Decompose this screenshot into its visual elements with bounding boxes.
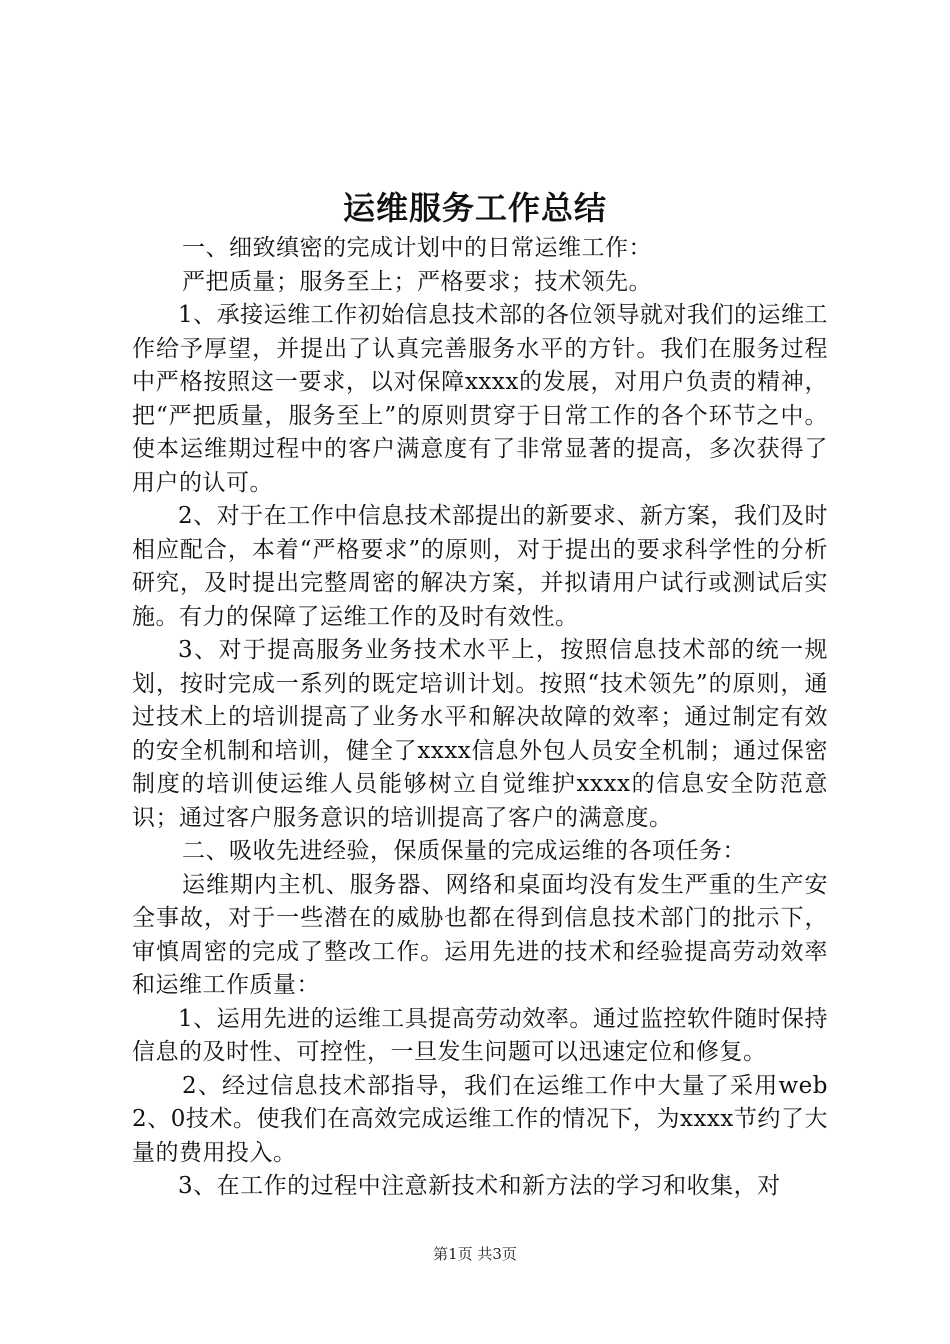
document-body (132, 232, 828, 1204)
document-title: 运维服务工作总结 (342, 189, 607, 227)
page-number-footer: 第1页 共3页 (433, 1245, 517, 1263)
section-heading: 二、吸收先进经验，保质保量的完成运维的各项任务： (182, 838, 746, 864)
paragraph: 1、运用先进的运维工具提高劳动效率。通过监控软件随时保持信息的及时性、可控性，一旦发生问题可以迅速定位和修复。 (132, 1005, 828, 1065)
paragraph: 3、在工作的过程中注意新技术和新方法的学习和收集，对 (178, 1173, 781, 1199)
paragraph: 3、对于提高服务业务技术水平上，按照信息技术部的统一规划，按时完成一系列的既定培训计划。按照“技术领先”的原则，通过技术上的培训提高了业务水平和解决故障的效率；通过制定有效的安全机制和培训，健全了xxxx信息外包人员安全机制；通过保密制度的培训使运维人员能够树立自觉维护xxxx的信息安全防范意识；通过客户服务意识的培训提高了客户的满意度。 (132, 637, 828, 831)
paragraph: 1、承接运维工作初始信息技术部的各位领导就对我们的运维工作给予厚望，并提出了认真完善服务水平的方针。我们在服务过程中严格按照这一要求，以对保障xxxx的发展，对用户负责的精神，把“严把质量，服务至上”的原则贯穿于日常工作的各个环节之中。使本运维期过程中的客户满意度有了非常显著的提高，多次获得了用户的认可。 (132, 302, 828, 496)
paragraph: 运维期内主机、服务器、网络和桌面均没有发生严重的生产安全事故，对于一些潜在的威胁也都在得到信息技术部门的批示下，审慎周密的完成了整改工作。运用先进的技术和经验提高劳动效率和运维工作质量： (132, 871, 828, 998)
paragraph: 2、对于在工作中信息技术部提出的新要求、新方案，我们及时相应配合，本着“严格要求”的原则，对于提出的要求科学性的分析研究，及时提出完整周密的解决方案，并拟请用户试行或测试后实施。有力的保障了运维工作的及时有效性。 (132, 503, 828, 630)
paragraph: 严把质量；服务至上；严格要求；技术领先。 (182, 268, 652, 295)
section-heading: 一、细致缜密的完成计划中的日常运维工作： (182, 235, 652, 261)
paragraph: 2、经过信息技术部指导，我们在运维工作中大量了采用web2、0技术。使我们在高效完成运维工作的情况下，为xxxx节约了大量的费用投入。 (132, 1072, 828, 1166)
